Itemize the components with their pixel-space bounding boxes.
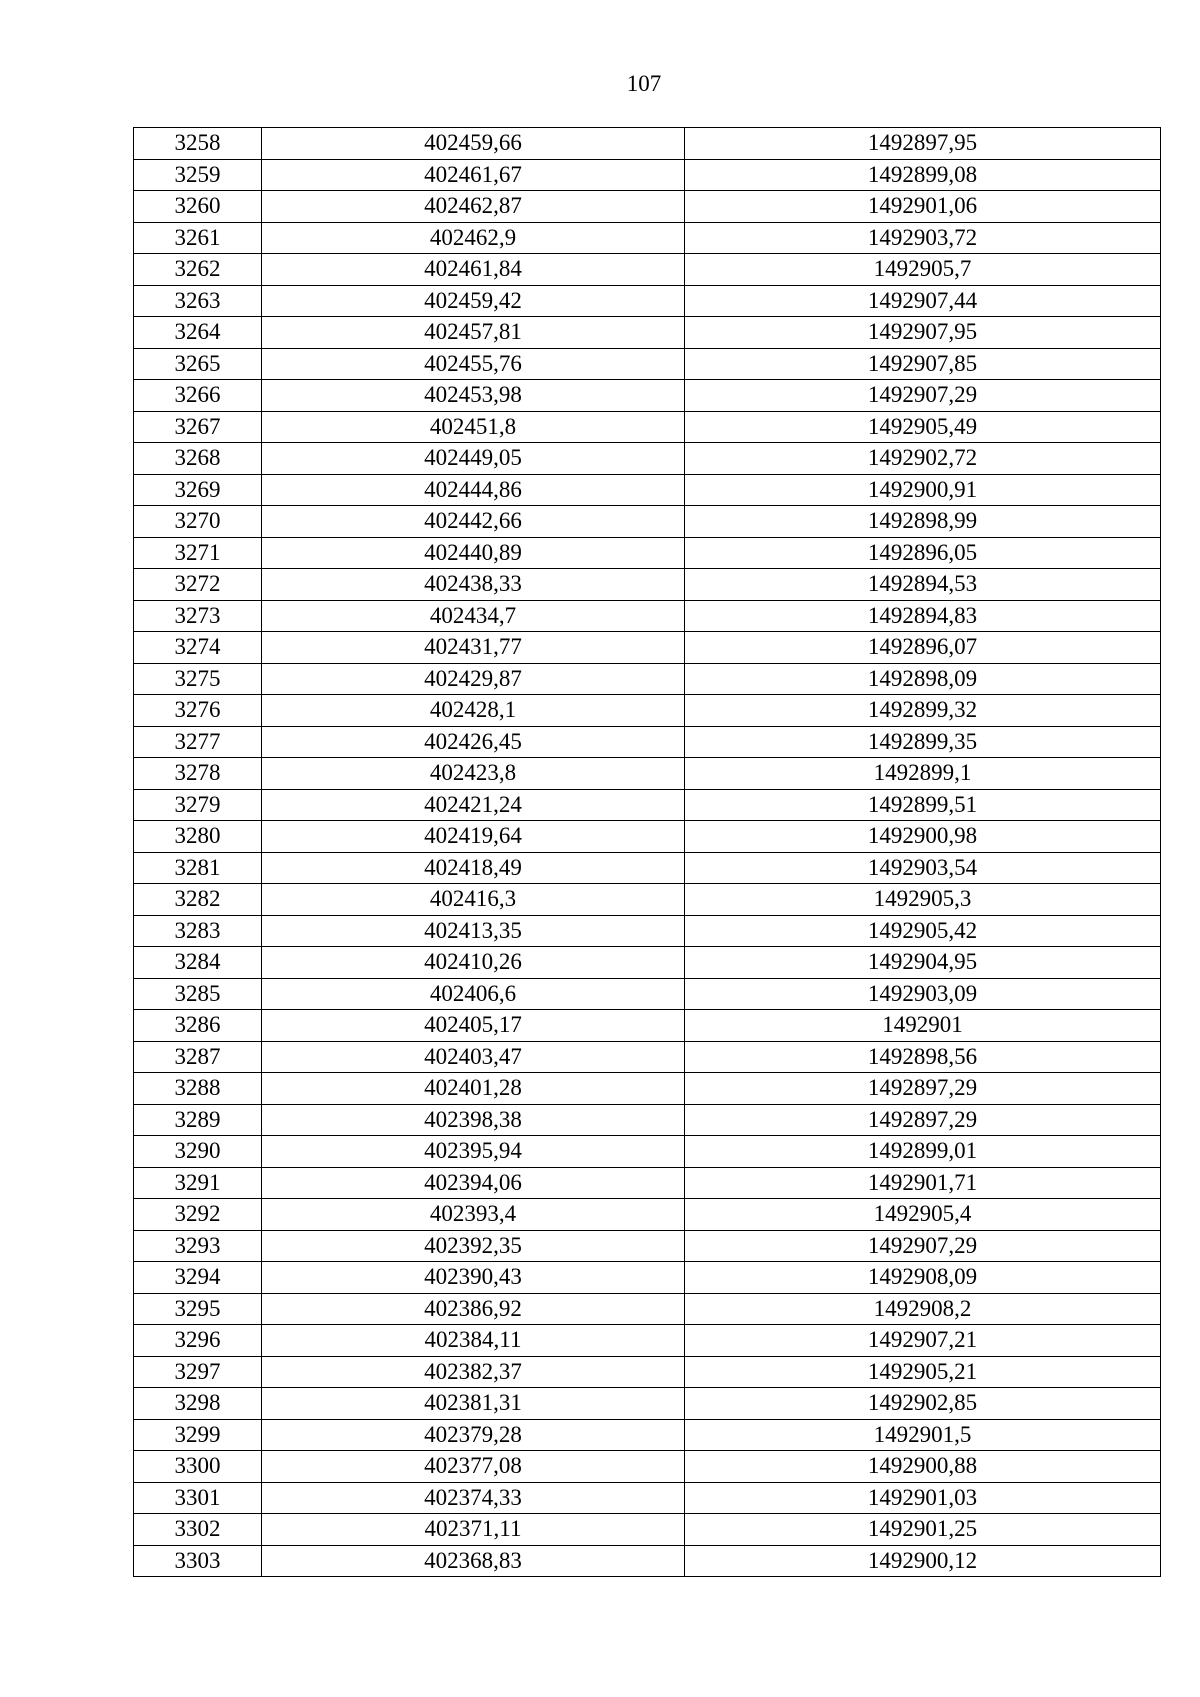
table-row — [134, 1073, 1161, 1105]
x-coordinate-cell: 402393,4 — [262, 1199, 685, 1231]
table-row — [134, 285, 1161, 317]
x-coordinate-cell: 402423,8 — [262, 758, 685, 790]
x-coordinate-cell: 402444,86 — [262, 474, 685, 506]
x-coordinate-cell: 402451,8 — [262, 411, 685, 443]
y-coordinate-cell: 1492907,44 — [685, 285, 1161, 317]
table-row — [134, 1482, 1161, 1514]
y-coordinate-cell: 1492901,25 — [685, 1514, 1161, 1546]
y-coordinate-cell: 1492899,08 — [685, 159, 1161, 191]
table-row — [134, 569, 1161, 601]
table-row — [134, 600, 1161, 632]
table-row — [134, 1514, 1161, 1546]
table-row — [134, 1419, 1161, 1451]
x-coordinate-cell: 402461,84 — [262, 254, 685, 286]
y-coordinate-cell: 1492901,5 — [685, 1419, 1161, 1451]
y-coordinate-cell: 1492905,49 — [685, 411, 1161, 443]
y-coordinate-cell: 1492894,53 — [685, 569, 1161, 601]
x-coordinate-cell: 402416,3 — [262, 884, 685, 916]
x-coordinate-cell: 402368,83 — [262, 1545, 685, 1577]
y-coordinate-cell: 1492904,95 — [685, 947, 1161, 979]
x-coordinate-cell: 402434,7 — [262, 600, 685, 632]
y-coordinate-cell: 1492902,85 — [685, 1388, 1161, 1420]
x-coordinate-cell: 402406,6 — [262, 978, 685, 1010]
x-coordinate-cell: 402395,94 — [262, 1136, 685, 1168]
y-coordinate-cell: 1492908,2 — [685, 1293, 1161, 1325]
point-number-cell: 3268 — [134, 443, 262, 475]
point-number-cell: 3296 — [134, 1325, 262, 1357]
y-coordinate-cell: 1492899,1 — [685, 758, 1161, 790]
point-number-cell: 3303 — [134, 1545, 262, 1577]
y-coordinate-cell: 1492907,85 — [685, 348, 1161, 380]
table-row — [134, 537, 1161, 569]
point-number-cell: 3293 — [134, 1230, 262, 1262]
coordinates-table — [133, 127, 1161, 1577]
y-coordinate-cell: 1492907,29 — [685, 380, 1161, 412]
point-number-cell: 3275 — [134, 663, 262, 695]
point-number-cell: 3266 — [134, 380, 262, 412]
point-number-cell: 3286 — [134, 1010, 262, 1042]
point-number-cell: 3262 — [134, 254, 262, 286]
y-coordinate-cell: 1492905,4 — [685, 1199, 1161, 1231]
x-coordinate-cell: 402390,43 — [262, 1262, 685, 1294]
y-coordinate-cell: 1492897,95 — [685, 128, 1161, 160]
x-coordinate-cell: 402431,77 — [262, 632, 685, 664]
x-coordinate-cell: 402419,64 — [262, 821, 685, 853]
y-coordinate-cell: 1492894,83 — [685, 600, 1161, 632]
point-number-cell: 3265 — [134, 348, 262, 380]
x-coordinate-cell: 402401,28 — [262, 1073, 685, 1105]
point-number-cell: 3270 — [134, 506, 262, 538]
y-coordinate-cell: 1492907,95 — [685, 317, 1161, 349]
x-coordinate-cell: 402392,35 — [262, 1230, 685, 1262]
table-row — [134, 1262, 1161, 1294]
table-row — [134, 852, 1161, 884]
y-coordinate-cell: 1492899,51 — [685, 789, 1161, 821]
x-coordinate-cell: 402384,11 — [262, 1325, 685, 1357]
y-coordinate-cell: 1492898,99 — [685, 506, 1161, 538]
point-number-cell: 3271 — [134, 537, 262, 569]
point-number-cell: 3267 — [134, 411, 262, 443]
x-coordinate-cell: 402413,35 — [262, 915, 685, 947]
y-coordinate-cell: 1492897,29 — [685, 1073, 1161, 1105]
table-row — [134, 1041, 1161, 1073]
point-number-cell: 3290 — [134, 1136, 262, 1168]
table-row — [134, 1010, 1161, 1042]
y-coordinate-cell: 1492898,56 — [685, 1041, 1161, 1073]
page-number: 107 — [626, 71, 662, 96]
y-coordinate-cell: 1492901,71 — [685, 1167, 1161, 1199]
point-number-cell: 3264 — [134, 317, 262, 349]
table-row — [134, 411, 1161, 443]
x-coordinate-cell: 402371,11 — [262, 1514, 685, 1546]
y-coordinate-cell: 1492907,21 — [685, 1325, 1161, 1357]
y-coordinate-cell: 1492897,29 — [685, 1104, 1161, 1136]
point-number-cell: 3260 — [134, 191, 262, 223]
y-coordinate-cell: 1492900,12 — [685, 1545, 1161, 1577]
y-coordinate-cell: 1492907,29 — [685, 1230, 1161, 1262]
x-coordinate-cell: 402438,33 — [262, 569, 685, 601]
table-row — [134, 1293, 1161, 1325]
table-row — [134, 191, 1161, 223]
point-number-cell: 3276 — [134, 695, 262, 727]
point-number-cell: 3284 — [134, 947, 262, 979]
x-coordinate-cell: 402457,81 — [262, 317, 685, 349]
table-row — [134, 1104, 1161, 1136]
table-row — [134, 1388, 1161, 1420]
x-coordinate-cell: 402442,66 — [262, 506, 685, 538]
point-number-cell: 3299 — [134, 1419, 262, 1451]
y-coordinate-cell: 1492903,72 — [685, 222, 1161, 254]
table-row — [134, 632, 1161, 664]
point-number-cell: 3292 — [134, 1199, 262, 1231]
point-number-cell: 3302 — [134, 1514, 262, 1546]
x-coordinate-cell: 402405,17 — [262, 1010, 685, 1042]
table-row — [134, 443, 1161, 475]
y-coordinate-cell: 1492901,03 — [685, 1482, 1161, 1514]
point-number-cell: 3261 — [134, 222, 262, 254]
y-coordinate-cell: 1492903,09 — [685, 978, 1161, 1010]
table-row — [134, 663, 1161, 695]
x-coordinate-cell: 402428,1 — [262, 695, 685, 727]
point-number-cell: 3289 — [134, 1104, 262, 1136]
point-number-cell: 3294 — [134, 1262, 262, 1294]
coordinates-table-body — [134, 128, 1161, 1577]
table-row — [134, 1230, 1161, 1262]
x-coordinate-cell: 402461,67 — [262, 159, 685, 191]
x-coordinate-cell: 402440,89 — [262, 537, 685, 569]
x-coordinate-cell: 402382,37 — [262, 1356, 685, 1388]
x-coordinate-cell: 402381,31 — [262, 1388, 685, 1420]
point-number-cell: 3269 — [134, 474, 262, 506]
y-coordinate-cell: 1492899,32 — [685, 695, 1161, 727]
y-coordinate-cell: 1492905,42 — [685, 915, 1161, 947]
y-coordinate-cell: 1492901,06 — [685, 191, 1161, 223]
table-row — [134, 128, 1161, 160]
y-coordinate-cell: 1492905,3 — [685, 884, 1161, 916]
table-row — [134, 915, 1161, 947]
x-coordinate-cell: 402379,28 — [262, 1419, 685, 1451]
point-number-cell: 3291 — [134, 1167, 262, 1199]
x-coordinate-cell: 402398,38 — [262, 1104, 685, 1136]
y-coordinate-cell: 1492901 — [685, 1010, 1161, 1042]
point-number-cell: 3287 — [134, 1041, 262, 1073]
x-coordinate-cell: 402410,26 — [262, 947, 685, 979]
y-coordinate-cell: 1492903,54 — [685, 852, 1161, 884]
point-number-cell: 3282 — [134, 884, 262, 916]
x-coordinate-cell: 402418,49 — [262, 852, 685, 884]
table-row — [134, 380, 1161, 412]
table-row — [134, 978, 1161, 1010]
point-number-cell: 3281 — [134, 852, 262, 884]
x-coordinate-cell: 402429,87 — [262, 663, 685, 695]
point-number-cell: 3273 — [134, 600, 262, 632]
y-coordinate-cell: 1492896,05 — [685, 537, 1161, 569]
y-coordinate-cell: 1492899,35 — [685, 726, 1161, 758]
point-number-cell: 3280 — [134, 821, 262, 853]
table-row — [134, 884, 1161, 916]
x-coordinate-cell: 402453,98 — [262, 380, 685, 412]
table-row — [134, 474, 1161, 506]
y-coordinate-cell: 1492899,01 — [685, 1136, 1161, 1168]
y-coordinate-cell: 1492900,98 — [685, 821, 1161, 853]
point-number-cell: 3279 — [134, 789, 262, 821]
table-row — [134, 222, 1161, 254]
x-coordinate-cell: 402449,05 — [262, 443, 685, 475]
point-number-cell: 3259 — [134, 159, 262, 191]
x-coordinate-cell: 402459,42 — [262, 285, 685, 317]
x-coordinate-cell: 402455,76 — [262, 348, 685, 380]
point-number-cell: 3297 — [134, 1356, 262, 1388]
table-row — [134, 1545, 1161, 1577]
point-number-cell: 3277 — [134, 726, 262, 758]
table-row — [134, 1136, 1161, 1168]
table-row — [134, 726, 1161, 758]
y-coordinate-cell: 1492900,88 — [685, 1451, 1161, 1483]
table-row — [134, 947, 1161, 979]
table-row — [134, 821, 1161, 853]
table-row — [134, 317, 1161, 349]
table-row — [134, 1325, 1161, 1357]
point-number-cell: 3285 — [134, 978, 262, 1010]
point-number-cell: 3278 — [134, 758, 262, 790]
y-coordinate-cell: 1492908,09 — [685, 1262, 1161, 1294]
x-coordinate-cell: 402459,66 — [262, 128, 685, 160]
x-coordinate-cell: 402426,45 — [262, 726, 685, 758]
point-number-cell: 3274 — [134, 632, 262, 664]
table-row — [134, 789, 1161, 821]
x-coordinate-cell: 402462,9 — [262, 222, 685, 254]
table-row — [134, 159, 1161, 191]
table-row — [134, 506, 1161, 538]
x-coordinate-cell: 402374,33 — [262, 1482, 685, 1514]
y-coordinate-cell: 1492902,72 — [685, 443, 1161, 475]
x-coordinate-cell: 402462,87 — [262, 191, 685, 223]
y-coordinate-cell: 1492896,07 — [685, 632, 1161, 664]
point-number-cell: 3288 — [134, 1073, 262, 1105]
y-coordinate-cell: 1492905,7 — [685, 254, 1161, 286]
point-number-cell: 3298 — [134, 1388, 262, 1420]
y-coordinate-cell: 1492905,21 — [685, 1356, 1161, 1388]
table-row — [134, 1199, 1161, 1231]
point-number-cell: 3283 — [134, 915, 262, 947]
point-number-cell: 3295 — [134, 1293, 262, 1325]
table-row — [134, 1167, 1161, 1199]
table-row — [134, 758, 1161, 790]
point-number-cell: 3272 — [134, 569, 262, 601]
x-coordinate-cell: 402386,92 — [262, 1293, 685, 1325]
x-coordinate-cell: 402421,24 — [262, 789, 685, 821]
point-number-cell: 3301 — [134, 1482, 262, 1514]
table-row — [134, 348, 1161, 380]
y-coordinate-cell: 1492900,91 — [685, 474, 1161, 506]
point-number-cell: 3258 — [134, 128, 262, 160]
y-coordinate-cell: 1492898,09 — [685, 663, 1161, 695]
x-coordinate-cell: 402394,06 — [262, 1167, 685, 1199]
table-row — [134, 1451, 1161, 1483]
table-row — [134, 1356, 1161, 1388]
table-row — [134, 254, 1161, 286]
table-row — [134, 695, 1161, 727]
point-number-cell: 3263 — [134, 285, 262, 317]
x-coordinate-cell: 402377,08 — [262, 1451, 685, 1483]
x-coordinate-cell: 402403,47 — [262, 1041, 685, 1073]
point-number-cell: 3300 — [134, 1451, 262, 1483]
